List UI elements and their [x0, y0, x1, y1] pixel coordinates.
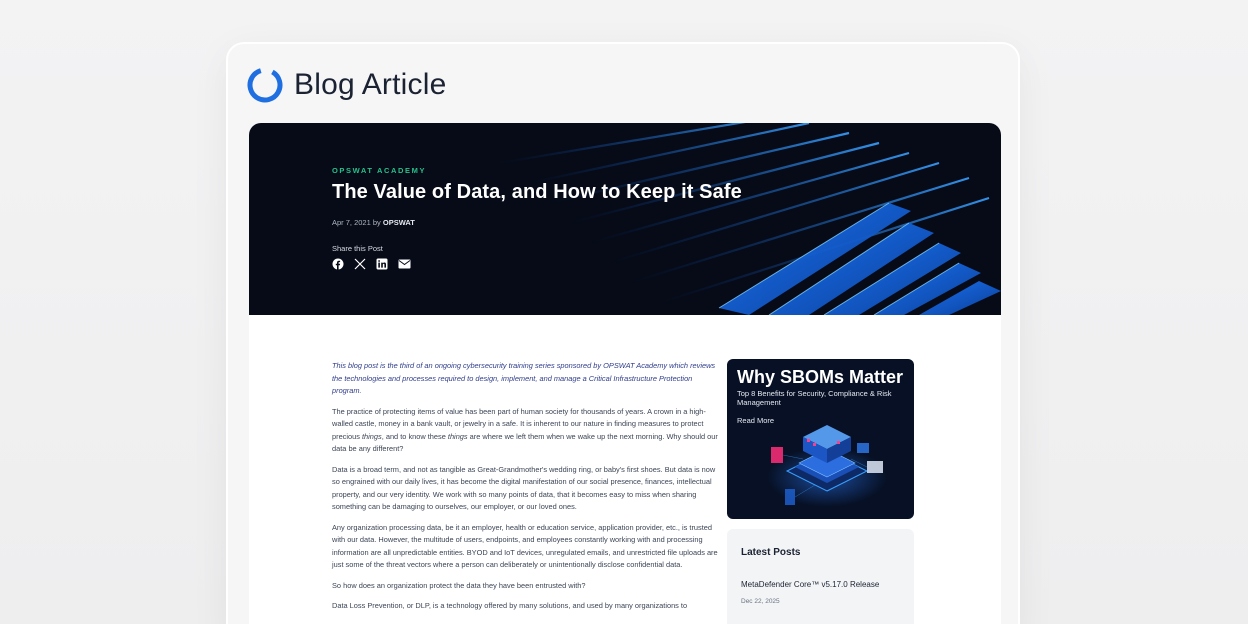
sbom-promo-card[interactable] [727, 359, 914, 519]
promo-title: Why SBOMs Matter [737, 367, 904, 387]
article-meta [332, 218, 742, 227]
page-header [246, 66, 446, 104]
text-segment: , and to know these [381, 431, 448, 441]
article-paragraph: Any organization processing data, be it an employer, health or education service, application provider, etc., is trusted with our data. However, the multitude of users, endpoints, and employees constantly working with and processing information are all unpredictable entities. BYOD and IoT devices, unregulated emails, and unrestricted file uploads are just some of the threat vectors where a person can deliberately or unintentionally disclose confidential data. [332, 522, 718, 569]
linkedin-icon[interactable] [376, 257, 388, 269]
promo-subtitle: Top 8 Benefits for Security, Compliance & Risk Management [737, 389, 892, 407]
latest-post-link[interactable]: MetaDefender Core™ v5.17.0 Release [741, 580, 880, 589]
latest-posts-panel [727, 529, 914, 624]
share-label: Share this Post [332, 244, 383, 253]
hero-banner [249, 123, 1001, 315]
article-paragraph [332, 406, 718, 456]
article-paragraph: So how does an organization protect the data they have been entrusted with? [332, 580, 586, 590]
read-more-link[interactable]: Read More [737, 416, 775, 425]
article-author[interactable]: OPSWAT [382, 218, 415, 227]
email-icon[interactable] [398, 257, 410, 269]
article-title: The Value of Data, and How to Keep it Safe [332, 181, 742, 203]
article-body [332, 360, 718, 621]
emphasis-text: things [362, 431, 382, 441]
category-label[interactable]: OPSWAT ACADEMY [332, 166, 427, 175]
blog-card [226, 42, 1020, 624]
facebook-icon[interactable] [332, 257, 344, 269]
latest-posts-heading: Latest Posts [741, 547, 801, 558]
ring-logo-icon [246, 66, 284, 104]
latest-post-date: Dec 22, 2025 [741, 598, 780, 605]
article-body-area [249, 315, 1001, 624]
x-icon[interactable] [354, 257, 366, 269]
text-segment: are where we left them when we wake up the next morning. Why should our data be any different? [332, 431, 718, 453]
article-paragraph: Data Loss Prevention, or DLP, is a technology offered by many solutions, and used by many organizations to [332, 601, 688, 610]
share-icons [332, 257, 742, 269]
hero-content [332, 166, 742, 269]
article-paragraph: Data is a broad term, and not as tangible as Great-Grandmother's wedding ring, or baby's first shoes. But data is now so engrained with our daily lives, it has become the digital manifestation of our social presence, finances, intellectual property, and our very identity. We work with so many points of data, that it becomes easy to miss when sharing something can be damaging to ourselves, our employer, or our loved ones. [332, 464, 716, 511]
article-intro: This blog post is the third of an ongoing cybersecurity training series sponsored by OPSWAT Academy which reviews the technologies and processes required to design, implement, and manage a Critical Infrastructure Protection program. [332, 361, 716, 395]
article-date: Apr 7, 2021 by [332, 218, 383, 227]
text-segment: The practice of protecting items of value has been part of human society for thousands of years. A crown in a high-walled castle, money in a bank vault, or jewelry in a safe. It is inherent to our nature in finding measures to protect precious [332, 406, 706, 441]
emphasis-text: things [447, 431, 468, 441]
page-title: Blog Article [294, 68, 447, 101]
